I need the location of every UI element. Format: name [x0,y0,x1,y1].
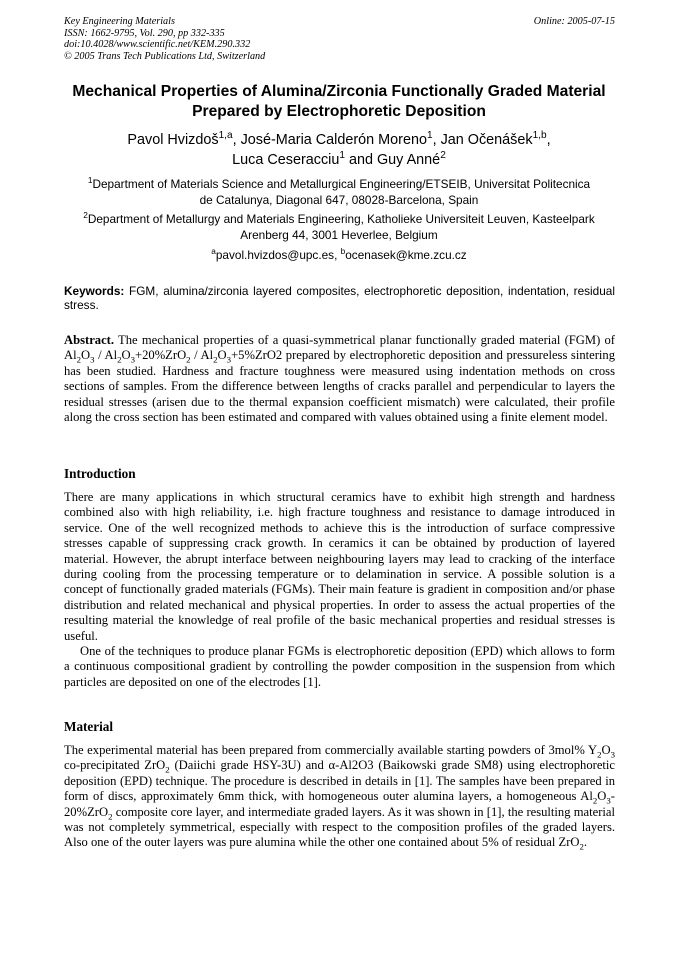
material-heading: Material [64,719,114,734]
material-body [64,743,615,851]
affiliation-1 [60,176,618,208]
subscript: 2 [597,749,602,760]
introduction-body [64,490,615,690]
subscript: 2 [186,354,191,365]
author-name: Luca Ceseracciu [232,152,340,168]
keywords [64,284,615,312]
abstract-text: +20%ZrO [135,348,187,363]
subscript: 3 [606,795,611,806]
subscript: 3 [90,354,95,365]
abstract-text: O [121,348,131,363]
material-text: O [601,743,611,757]
email-link[interactable]: ocenasek@kme.zcu.cz [345,248,467,262]
author-separator: and [344,152,377,168]
email-separator: , [334,248,341,262]
subscript: 2 [165,764,170,775]
author-sup: 1 [339,150,345,162]
subscript: 2 [108,811,113,822]
author-sup: 1 [426,130,433,142]
copyright: © 2005 Trans Tech Publications Ltd, Switzerland [64,50,266,62]
material-text: -20%ZrO [64,789,615,819]
material-text: The experimental material has been prepared from commercially available starting powders of 3mol% Y [64,743,598,757]
abstract-text: O [81,348,91,363]
subscript: 3 [610,749,615,760]
abstract-text: / Al [94,348,118,363]
introduction-heading: Introduction [64,466,136,481]
author-separator: , [546,132,551,148]
affiliation-sup: 2 [83,211,88,221]
material-paragraph [64,743,615,851]
author-sup: 2 [440,150,446,162]
author-separator: , [232,132,241,148]
abstract-label: Abstract. [64,333,115,347]
author-list [40,130,638,170]
abstract-text: O [217,348,227,363]
affiliation-2 [60,211,618,243]
title-line-1: Mechanical Properties of Alumina/Zirconia Functionally Graded Material [72,83,606,100]
affiliation-text: Department of Metallurgy and Materials Engineering, Katholieke Universiteit Leuven, Kasteelpark [87,212,595,226]
subscript: 3 [226,354,232,365]
subscript: 2 [592,795,598,806]
abstract-text: +5%ZrO2 prepared by electrophoretic deposition and pressureless sintering has been studied. Hardness and fracture toughness were measured using indentation methods on cross sections of samples. From the difference between lengths of cracks parallel and perpendicular to layers the residual stresses (arisen due to the thermal expansion coefficient mismatch) were calculated, their profile along the cross section has been estimated and compared with values obtained using a finite element model. [64,348,616,425]
issn: ISSN: 1662-9795, Vol. 290, pp 332-335 [64,27,225,39]
author-name: José-Maria Calderón Moreno [240,132,427,148]
author-sup: 1,b [532,130,547,142]
abstract-text: / Al [190,348,214,363]
doi: doi:10.4028/www.scientific.net/KEM.290.332 [64,39,251,51]
author-sup: 1,a [218,130,233,142]
paper-title [40,82,638,122]
abstract-text: The mechanical properties of a quasi-symmetrical planar functionally graded material (FGM) of Al [64,333,615,363]
keywords-label: Keywords: [64,284,125,298]
affiliation-text: Arenberg 44, 3001 Heverlee, Belgium [240,228,438,242]
authors-line-1 [40,130,638,150]
online-date: Online: 2005-07-15 [533,16,615,27]
abstract [64,333,615,425]
subscript: 2 [213,354,218,365]
author-name: Jan Očenášek [440,132,533,148]
title-line-2: Prepared by Electrophoretic Deposition [192,103,486,120]
email-sup: b [340,247,346,257]
introduction-paragraph-1: There are many applications in which structural ceramics have to exhibit high strength and hardness combined also with high reliability, i.e. high fracture toughness and resistance to damage introduced in service. One of the well recognized methods to achieve this is the introduction of surface compressive stresses capable of suppressing crack growth. In ceramics it can be obtained by production of layered material. However, the abrupt interface between neighbouring layers may lead to cracking of the interface during cooling from the processing temperature or to delamination in service. A possible solution is a concept of functionally graded materials (FGMs). Their main feature is gradient in composition and/or phase distribution and related mechanical and physical properties. In order to assess the actual properties of the resulting material the knowledge of real profile of the basic mechanical properties and residual stresses is useful. [64,490,615,643]
keywords-text: FGM, alumina/zirconia layered composites, electrophoretic deposition, indentation, residual stress. [64,284,615,312]
author-separator: , [432,132,441,148]
affiliation-line [60,211,618,227]
affiliation-text: Department of Materials Science and Metallurgical Engineering/ETSEIB, Universitat Politecnica [92,177,591,191]
journal-name: Key Engineering Materials [64,16,175,27]
abstract-paragraph [64,333,615,425]
journal-header [64,16,615,62]
affiliation-sup: 1 [87,176,93,186]
affiliation-text: de Catalunya, Diagonal 647, 08028-Barcelona, Spain [199,193,479,207]
subscript: 2 [117,354,122,365]
author-name: Pavol Hvizdoš [127,132,219,148]
email-line [40,247,638,263]
material-text: co-precipitated ZrO [64,758,166,773]
material-text: composite core layer, and intermediate graded layers. As it was shown in [1], the resulting material was not completely symmetrical, especially with respect to the composition profiles of the graded layers. Also one of the outer layers was pure alumina while the other one contained about 5% of residual ZrO [64,804,615,850]
email-link[interactable]: pavol.hvizdos@upc.es [215,248,335,262]
material-text: O [597,789,607,804]
authors-line-2 [40,150,638,170]
subscript: 2 [76,354,81,365]
email-sup: a [211,247,216,257]
author-name: Guy Anné [376,152,441,168]
subscript: 3 [130,354,135,365]
affiliation-line [60,176,618,192]
material-text: (Daiichi grade HSY-3U) and α-Al2O3 (Baikowski grade SM8) using electrophoretic deposition (EPD) technique. The procedure is described in details in [1]. The samples have been prepared in form of discs, approximately 6mm thick, with homogeneous outer alumina layers, a homogeneous Al [64,758,615,804]
material-text: . [583,835,588,850]
subscript: 2 [579,841,584,852]
introduction-paragraph-2: One of the techniques to produce planar FGMs is electrophoretic deposition (EPD) which allows to form a continuous compositional gradient by controlling the powder composition in the suspension from which particles are deposited on one of the electrodes [1]. [64,644,615,689]
